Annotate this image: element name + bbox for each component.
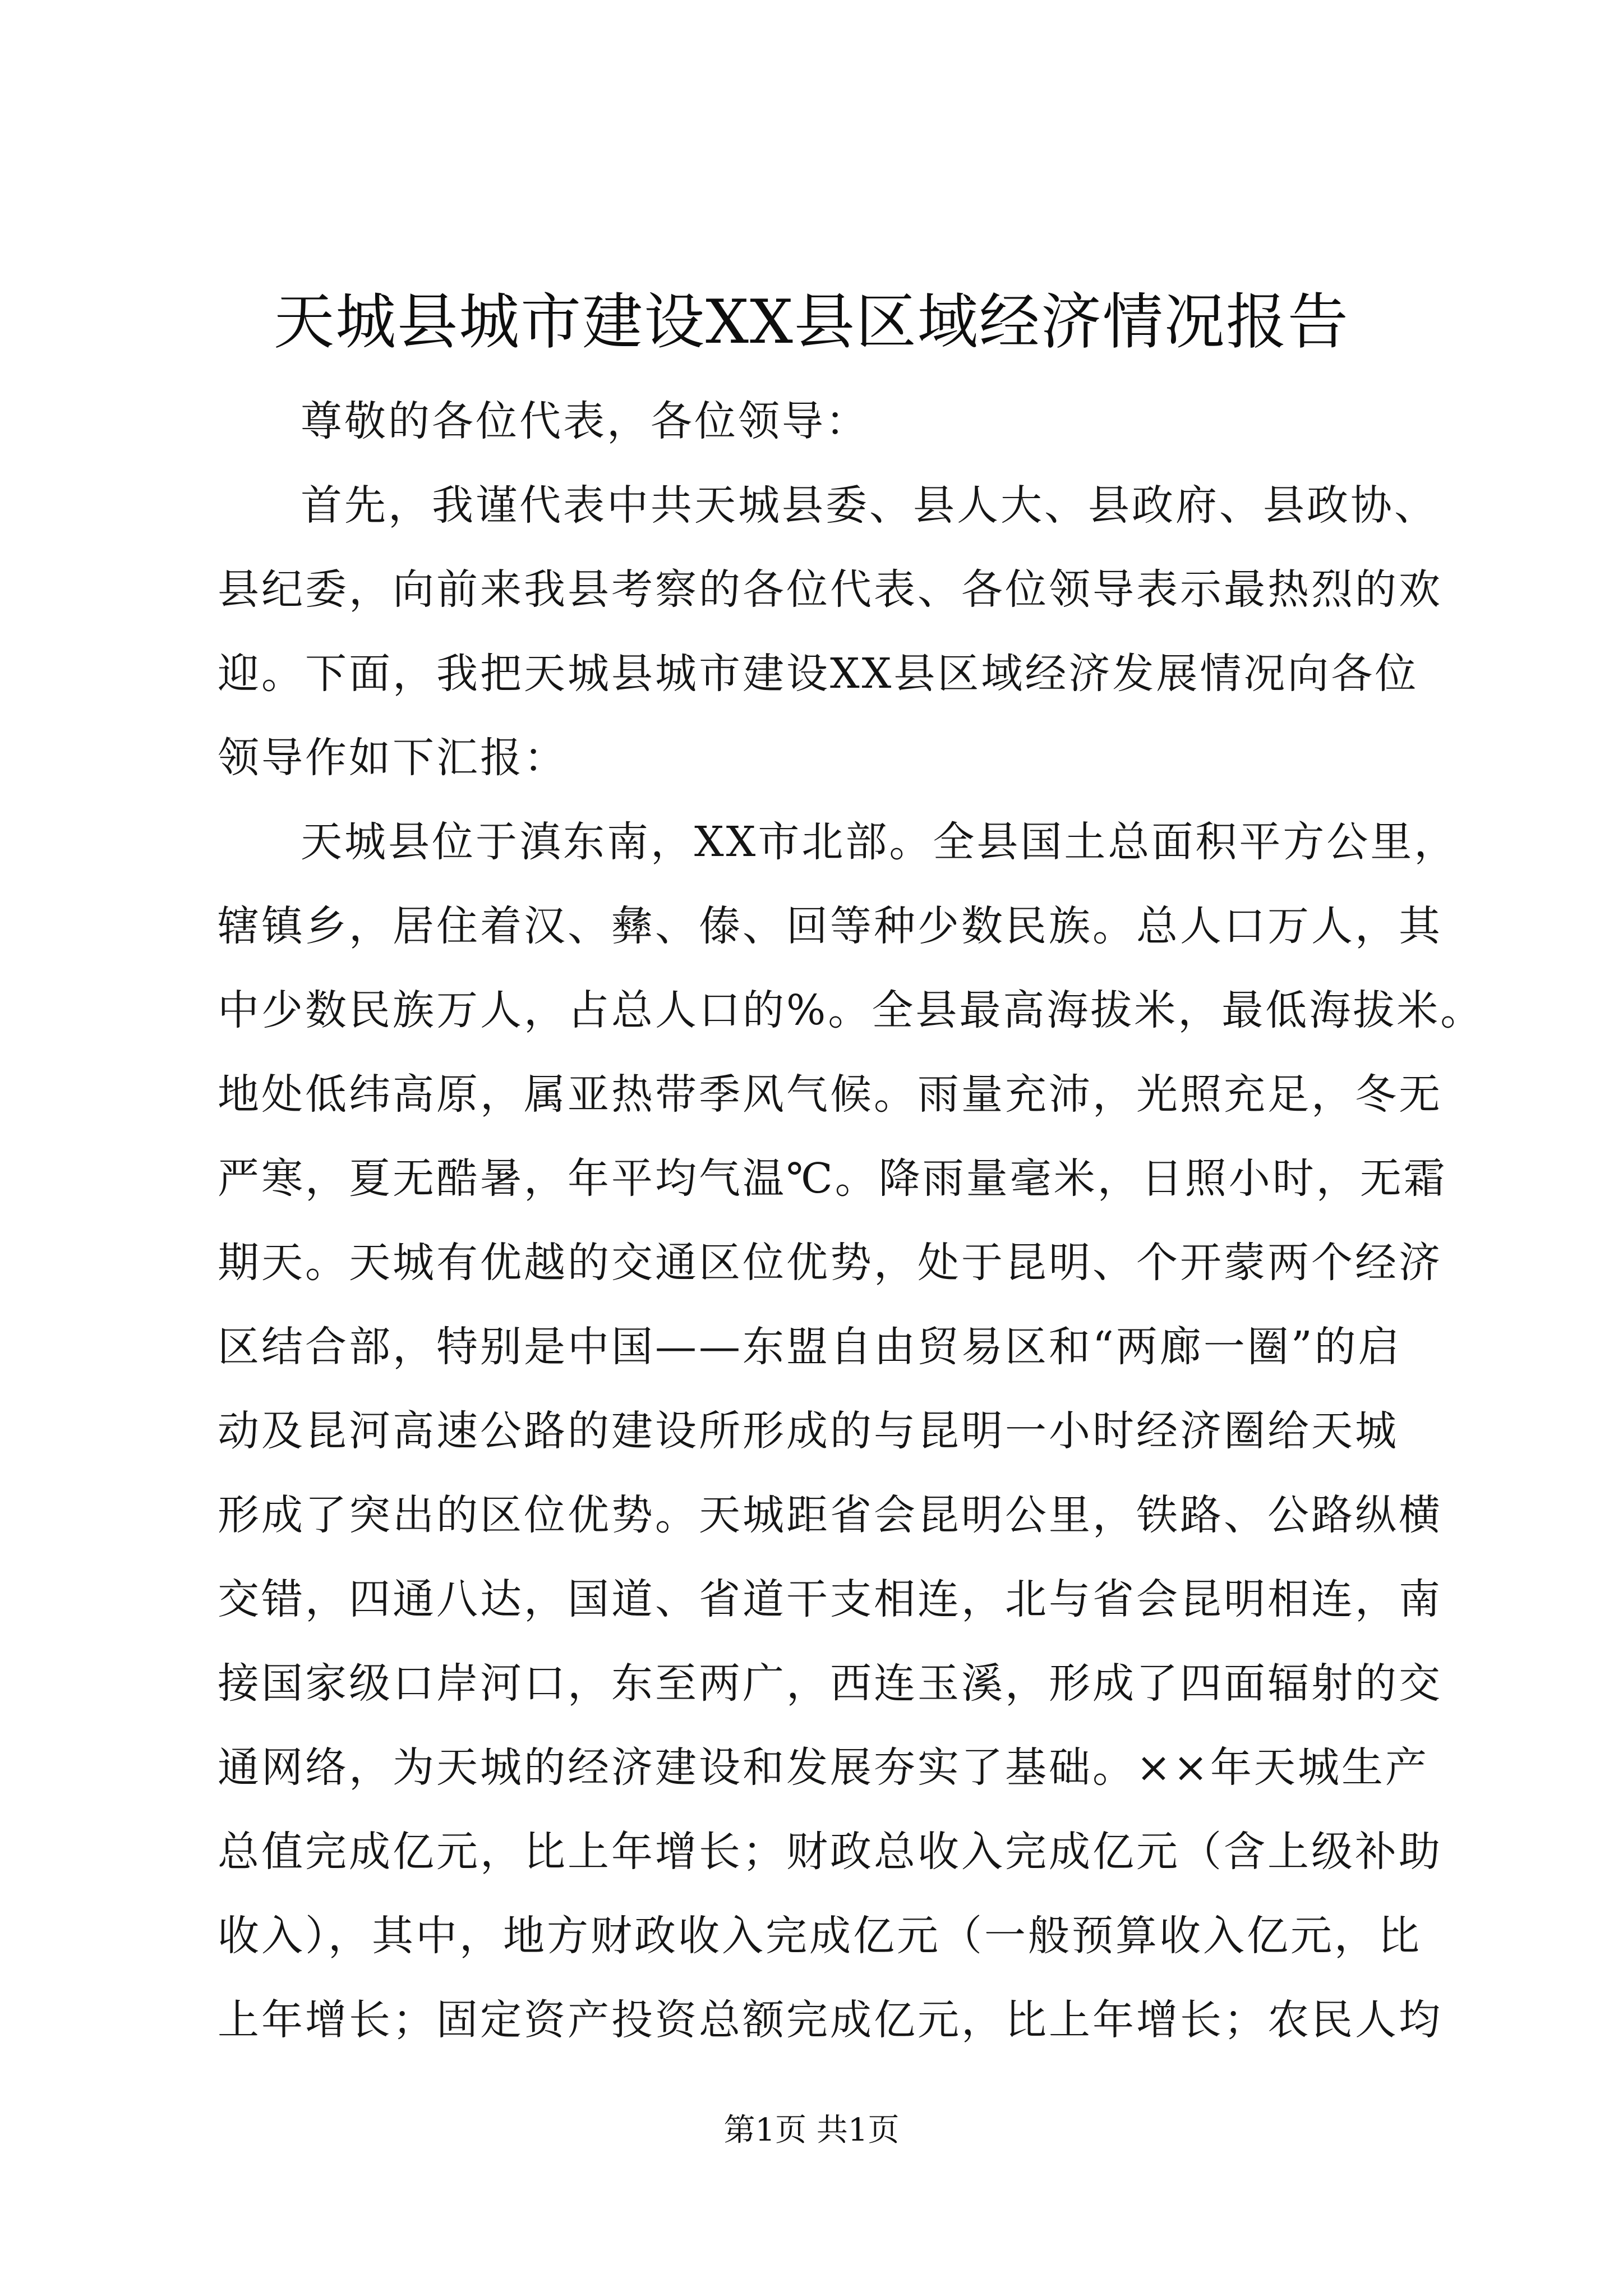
paragraph-2-line-8: 动及昆河高速公路的建设所形成的与昆明一小时经济圈给天城 (218, 1407, 1399, 1455)
paragraph-2-line-6: 期天。天城有优越的交通区位优势，处于昆明、个开蒙两个经济 (218, 1239, 1442, 1287)
paragraph-2-line-3: 中少数民族万人，占总人口的%。全县最高海拔米，最低海拔米。 (218, 986, 1484, 1034)
paragraph-2-line-10: 交错，四通八达，国道、省道干支相连，北与省会昆明相连，南 (218, 1575, 1442, 1623)
paragraph-2-line-12: 通网络，为天城的经济建设和发展夯实了基础。××年天城生产 (218, 1743, 1430, 1792)
paragraph-2-line-5: 严寒，夏无酷暑，年平均气温℃。降雨量毫米，日照小时，无霜 (218, 1154, 1447, 1203)
paragraph-1-line-3: 迎。下面，我把天城县城市建设XX县区域经济发展情况向各位 (218, 650, 1419, 698)
paragraph-2-line-11: 接国家级口岸河口，东至两广，西连玉溪，形成了四面辐射的交 (218, 1659, 1442, 1708)
paragraph-2-line-4: 地处低纬高原，属亚热带季风气候。雨量充沛，光照充足，冬无 (218, 1070, 1442, 1119)
paragraph-1-line-4: 领导作如下汇报： (218, 734, 568, 782)
paragraph-2-line-14: 收入），其中，地方财政收入完成亿元（一般预算收入亿元，比 (218, 1912, 1422, 1960)
page-number-footer: 第1页 共1页 (723, 2112, 900, 2148)
paragraph-2-line-13: 总值完成亿元，比上年增长；财政总收入完成亿元（含上级补助 (218, 1828, 1442, 1876)
paragraph-2-line-7: 区结合部，特别是中国——东盟自由贸易区和“两廊一圈”的启 (218, 1323, 1402, 1371)
paragraph-1-line-1: 首先，我谨代表中共天城县委、县人大、县政府、县政协、 (301, 481, 1438, 530)
paragraph-2-line-2: 辖镇乡，居住着汉、彝、傣、回等种少数民族。总人口万人，其 (218, 902, 1442, 950)
paragraph-2-line-1: 天城县位于滇东南，XX市北部。全县国土总面积平方公里， (301, 818, 1458, 866)
salutation-line: 尊敬的各位代表，各位领导： (301, 397, 869, 445)
paragraph-2-line-9: 形成了突出的区位优势。天城距省会昆明公里，铁路、公路纵横 (218, 1491, 1442, 1539)
paragraph-2-line-15: 上年增长；固定资产投资总额完成亿元，比上年增长；农民人均 (218, 1996, 1442, 2044)
document-body (218, 379, 1484, 2062)
paragraph-1-line-2: 县纪委，向前来我县考察的各位代表、各位领导表示最热烈的欢 (218, 565, 1442, 614)
document-title: 天城县城市建设XX县区域经济情况报告 (274, 287, 1349, 357)
